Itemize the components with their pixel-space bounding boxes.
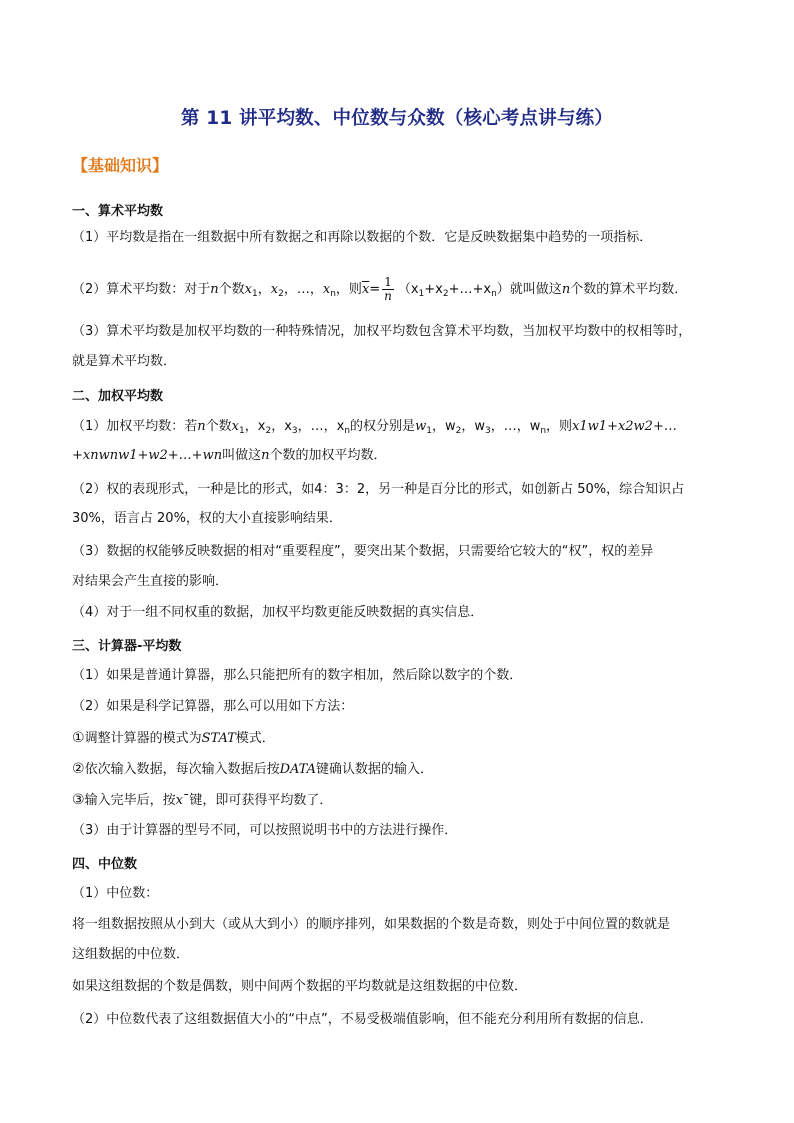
list-item: ③输入完毕后，按x¯键，即可获得平均数了． (72, 792, 333, 808)
paragraph: （1）如果是普通计算器，那么只能把所有的数字相加，然后除以数字的个数． (72, 668, 523, 683)
paragraph: 对结果会产生直接的影响． (72, 574, 229, 589)
paragraph: 30%，语言占 20%，权的大小直接影响结果． (72, 511, 342, 526)
list-item: ①调整计算器的模式为STAT模式． (72, 730, 275, 746)
paragraph: 就是算术平均数． (72, 354, 177, 369)
heading-median: 四、中位数 (72, 857, 138, 872)
page-title: 第 11 讲平均数、中位数与众数（核心考点讲与练） (180, 108, 614, 129)
paragraph: （1）中位数： (72, 886, 159, 901)
paragraph: 将一组数据按照从小到大（或从大到小）的顺序排列，如果数据的个数是奇数，则处于中间位置的数就是 (72, 917, 671, 932)
paragraph: （3）由于计算器的型号不同，可以按照说明书中的方法进行操作． (72, 823, 458, 838)
heading-weighted-mean: 二、加权平均数 (72, 389, 164, 404)
step-marker: ① (72, 730, 85, 746)
paragraph: （1）平均数是指在一组数据中所有数据之和再除以数据的个数．它是反映数据集中趋势的一项指标． (72, 230, 653, 245)
paragraph: （2）如果是科学记算器，那么可以用如下方法： (72, 699, 354, 714)
paragraph: （4）对于一组不同权重的数据，加权平均数更能反映数据的真实信息． (72, 605, 484, 620)
paragraph: （2）权的表现形式，一种是比的形式，如4：3：2，另一种是百分比的形式，如创新占 50%，综合知识占 (72, 482, 685, 497)
paragraph: （3）算术平均数是加权平均数的一种特殊情况，加权平均数包含算术平均数，当加权平均数中的权相等时， (72, 324, 692, 339)
formula-paragraph: （1）加权平均数：若n个数$x_1$，$x_2$，$x_3$，…，$x_n$的权分别是$w_1$，$w_2$，$w_3$，…，$w_n$，则x1w1+x2w2+… (72, 419, 677, 436)
step-marker: ③ (72, 792, 85, 808)
heading-arithmetic-mean: 一、算术平均数 (72, 204, 164, 219)
list-item: ②依次输入数据，每次输入数据后按DATA键确认数据的输入． (72, 761, 434, 777)
formula-paragraph: +xnwnw1+w2+…+wn叫做这n个数的加权平均数． (72, 448, 387, 463)
formula-paragraph: （2）算术平均数：对于n个数$x_1$，$x_2$，…，$x_n$，则x= $\frac{1}{n}$ $(x_1+x_2+\dots+x_n)$就叫做这n个数的算术平均数． (72, 275, 688, 303)
section-banner: 【基础知识】 (72, 156, 169, 175)
paragraph: 如果这组数据的个数是偶数，则中间两个数据的平均数就是这组数据的中位数． (72, 979, 528, 994)
step-marker: ② (72, 761, 85, 777)
paragraph: 这组数据的中位数． (72, 947, 190, 962)
paragraph: （3）数据的权能够反映数据的相对“重要程度”，要突出某个数据，只需要给它较大的“权”，权的差异 (72, 544, 654, 559)
paragraph: （2）中位数代表了这组数据值大小的“中点”，不易受极端值影响，但不能充分利用所有数据的信息． (72, 1012, 653, 1027)
heading-calculator: 三、计算器-平均数 (72, 639, 182, 654)
x-bar-symbol: x (361, 282, 370, 297)
fraction: $\frac{1}{n}$ (384, 275, 392, 303)
